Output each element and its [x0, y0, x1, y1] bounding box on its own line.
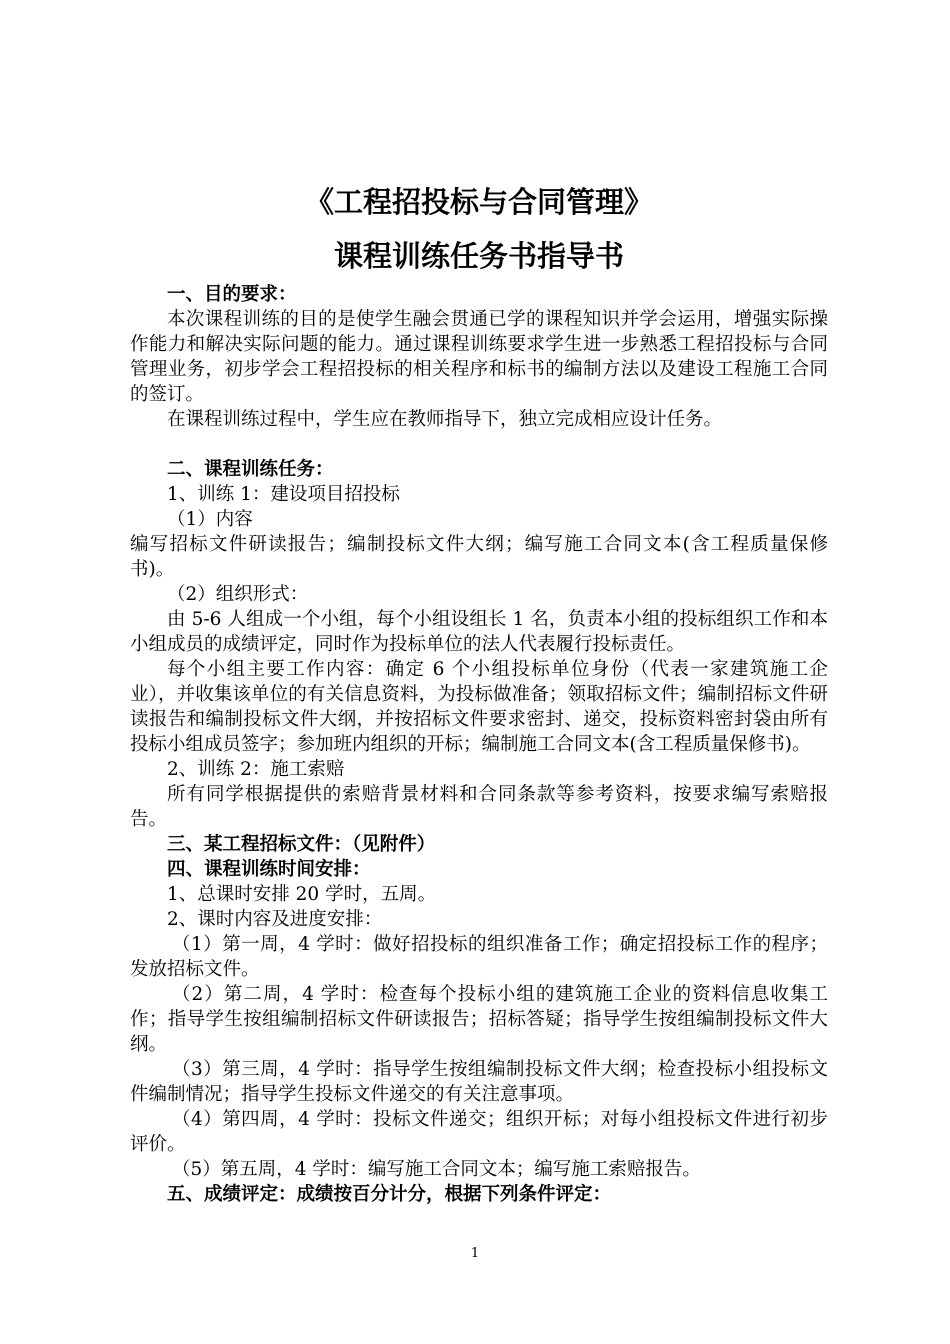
paragraph: 所有同学根据提供的索赔背景材料和合同条款等参考资料，按要求编写索赔报告。	[130, 784, 828, 830]
paragraph: 本次课程训练的目的是使学生融会贯通已学的课程知识并学会运用，增强实际操作能力和解决实际问题的能力。通过课程训练要求学生进一步熟悉工程招投标与合同管理业务，初步学会工程招投标的相关程序和标书的编制方法以及建设工程施工合同的签订。	[130, 309, 828, 405]
schedule-week-1: （1）第一周，4 学时：做好招投标的组织准备工作；确定招投标工作的程序；发放招标文件。	[130, 934, 828, 980]
section-heading-tender-document: 三、某工程招标文件：（见附件）	[167, 834, 436, 855]
page-number: 1	[470, 1246, 480, 1261]
paragraph: 编写招标文件研读报告；编制投标文件大纲；编写施工合同文本(含工程质量保修书)。	[130, 534, 828, 580]
list-item: 1、总课时安排 20 学时，五周。	[167, 884, 437, 905]
schedule-week-3: （3）第三周，4 学时：指导学生按组编制投标文件大纲；检查投标小组投标文件编制情况；指导学生投标文件递交的有关注意事项。	[130, 1059, 828, 1105]
schedule-week-5: （5）第五周，4 学时：编写施工合同文本；编写施工索赔报告。	[172, 1159, 701, 1180]
task-1-heading: 1、训练 1：建设项目招投标	[167, 484, 400, 505]
document-title: 《工程招投标与合同管理》	[304, 185, 653, 219]
section-heading-schedule: 四、课程训练时间安排：	[167, 859, 371, 880]
task-1-organization-label: （2）组织形式：	[167, 584, 309, 605]
section-heading-grading: 五、成绩评定：成绩按百分计分，根据下列条件评定：	[167, 1184, 612, 1205]
paragraph: 在课程训练过程中，学生应在教师指导下，独立完成相应设计任务。	[167, 409, 723, 430]
task-2-heading: 2、训练 2：施工索赔	[167, 759, 345, 780]
document-subtitle: 课程训练任务书指导书	[333, 239, 624, 273]
document-body	[130, 178, 828, 1207]
list-item: 2、课时内容及进度安排：	[167, 909, 383, 930]
paragraph: 每个小组主要工作内容：确定 6 个小组投标单位身份（代表一家建筑施工企业），并收集该单位的有关信息资料，为投标做准备；领取招标文件；编制招标文件研读报告和编制投标文件大纲，并按招标文件要求密封、递交，投标资料密封袋由所有投标小组成员签字；参加班内组织的开标；编制施工合同文本(含工程质量保修书)。	[130, 659, 828, 755]
schedule-week-2: （2）第二周，4 学时：检查每个投标小组的建筑施工企业的资料信息收集工作；指导学生按组编制招标文件研读报告；招标答疑；指导学生按组编制投标文件大纲。	[130, 984, 828, 1055]
section-heading-purpose: 一、目的要求：	[167, 284, 297, 305]
paragraph: 由 5-6 人组成一个小组，每个小组设组长 1 名，负责本小组的投标组织工作和本小组成员的成绩评定，同时作为投标单位的法人代表履行投标责任。	[130, 609, 828, 655]
task-1-content-label: （1）内容	[167, 509, 253, 530]
section-heading-tasks: 二、课程训练任务：	[167, 459, 334, 480]
schedule-week-4: （4）第四周，4 学时：投标文件递交；组织开标；对每小组投标文件进行初步评价。	[130, 1109, 828, 1155]
blank-line	[130, 432, 828, 457]
